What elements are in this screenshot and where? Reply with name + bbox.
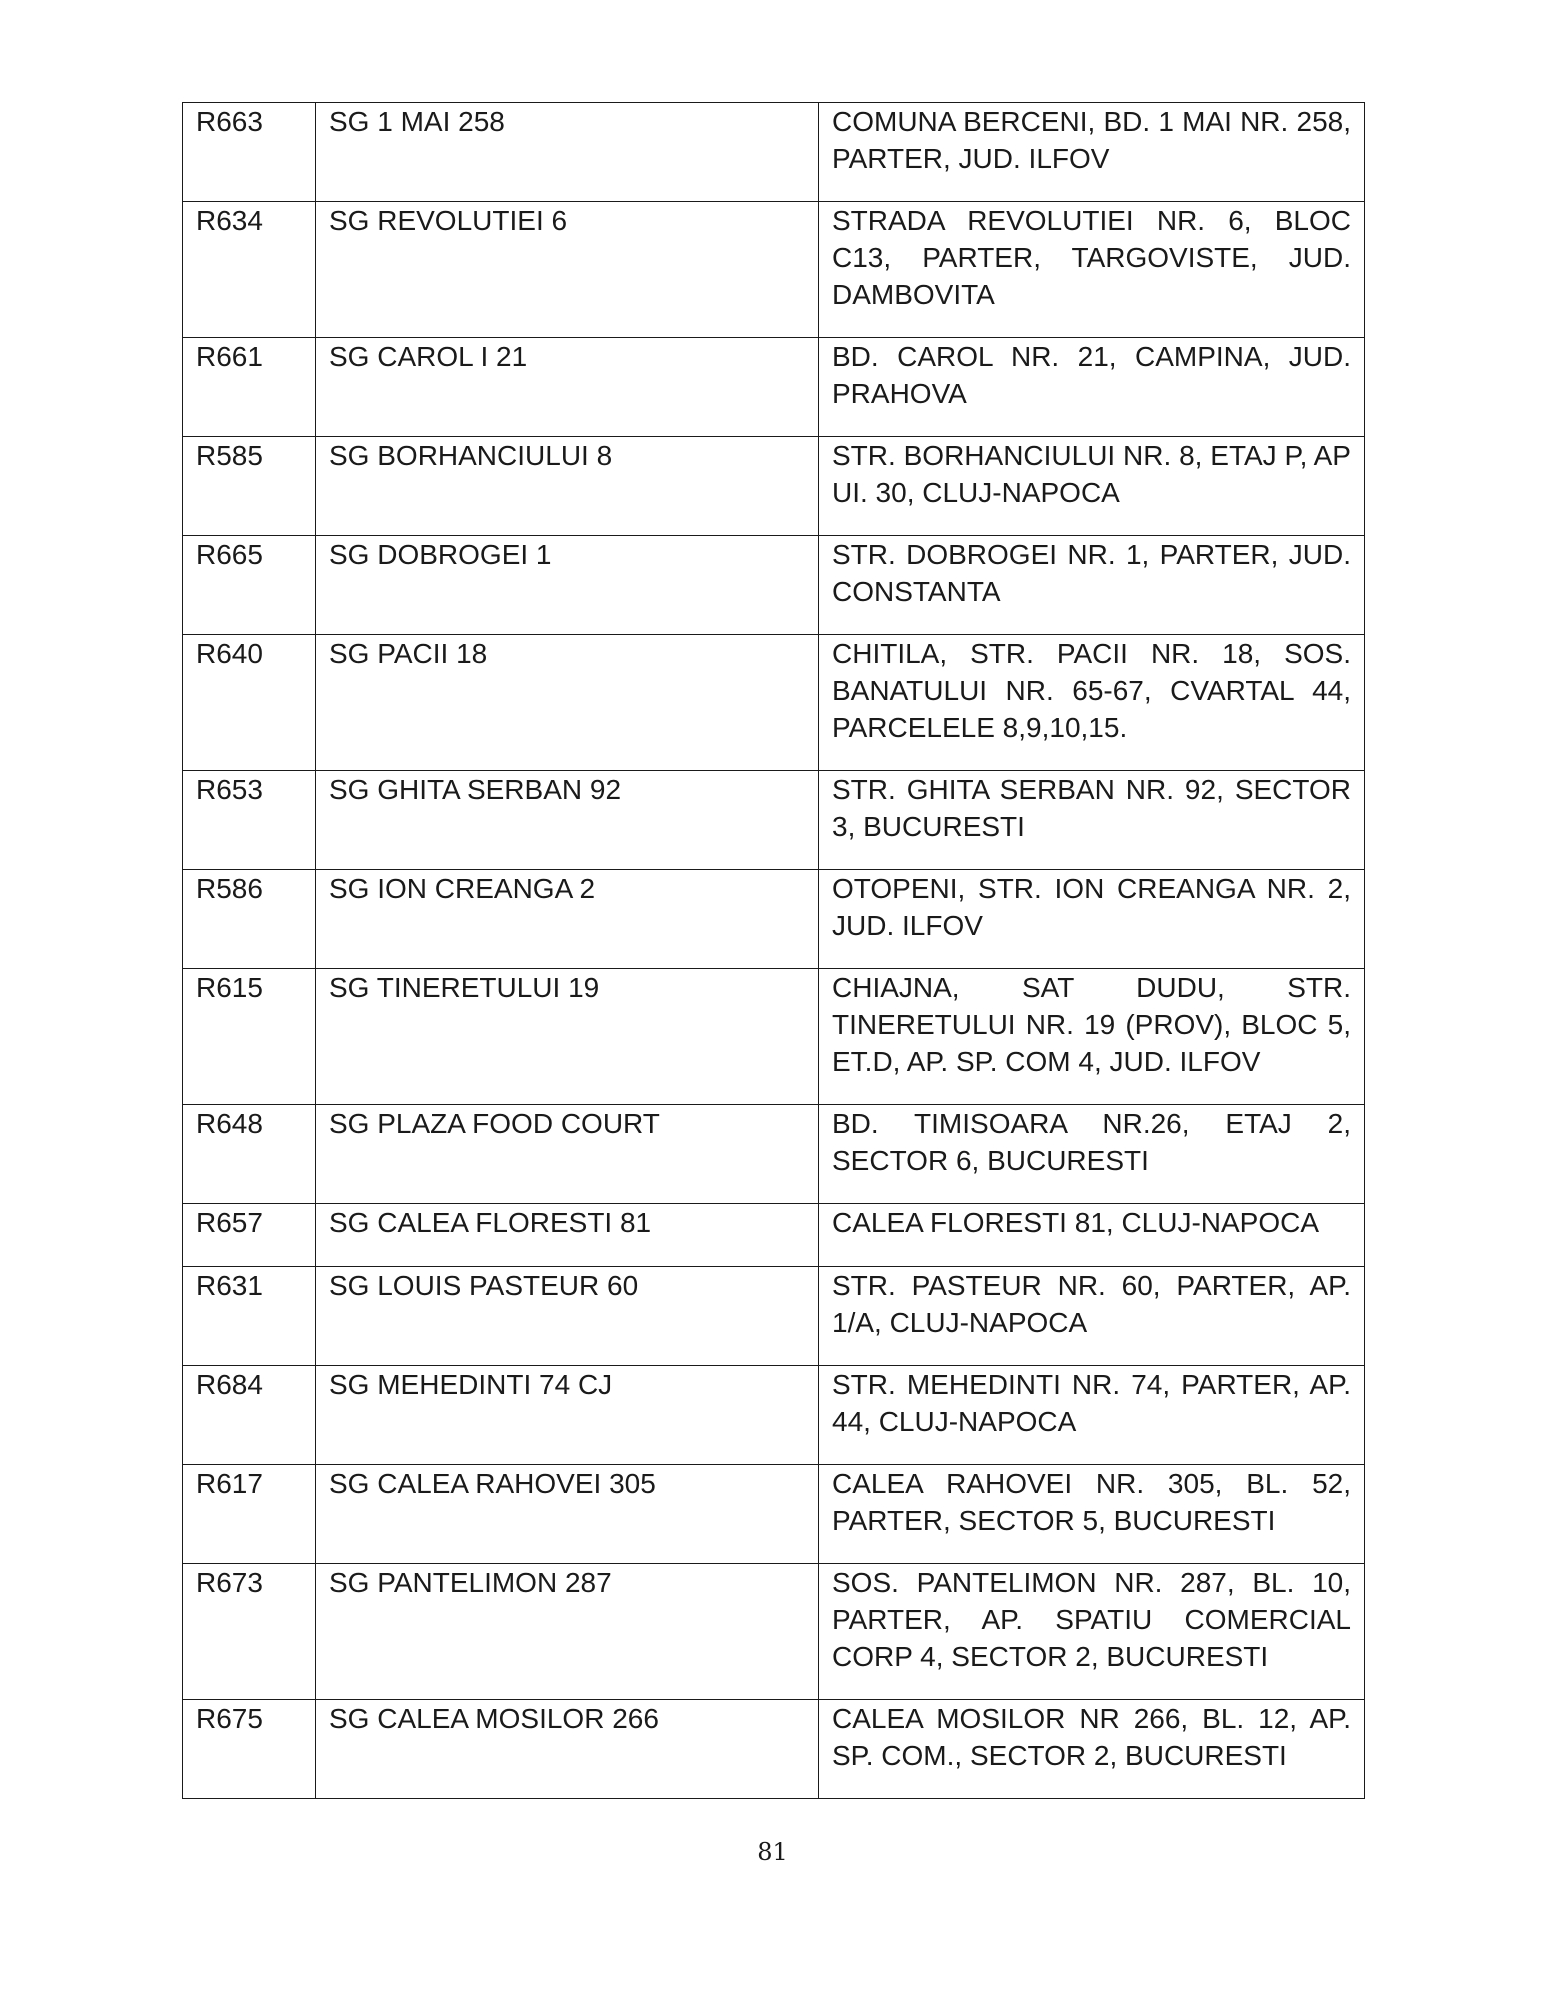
store-code-cell: R661 bbox=[183, 338, 316, 437]
store-address-cell: STR. GHITA SERBAN NR. 92, SECTOR 3, BUCURESTI bbox=[819, 771, 1365, 870]
table-row bbox=[183, 1204, 1365, 1267]
store-address-cell: CHITILA, STR. PACII NR. 18, SOS. BANATULUI NR. 65-67, CVARTAL 44, PARCELELE 8,9,10,15. bbox=[819, 635, 1365, 771]
table-row bbox=[183, 1465, 1365, 1564]
store-code-cell: R634 bbox=[183, 202, 316, 338]
store-address-cell: STR. PASTEUR NR. 60, PARTER, AP. 1/A, CLUJ-NAPOCA bbox=[819, 1267, 1365, 1366]
store-name-cell: SG CALEA MOSILOR 266 bbox=[316, 1700, 819, 1799]
store-name-cell: SG ION CREANGA 2 bbox=[316, 870, 819, 969]
store-code-cell: R617 bbox=[183, 1465, 316, 1564]
store-code-cell: R586 bbox=[183, 870, 316, 969]
store-code-cell: R648 bbox=[183, 1105, 316, 1204]
store-address-cell: CHIAJNA, SAT DUDU, STR. TINERETULUI NR. 19 (PROV), BLOC 5, ET.D, AP. SP. COM 4, JUD. ILFOV bbox=[819, 969, 1365, 1105]
page-number: 81 bbox=[757, 1838, 788, 1866]
table-row bbox=[183, 1105, 1365, 1204]
store-address-cell: OTOPENI, STR. ION CREANGA NR. 2, JUD. ILFOV bbox=[819, 870, 1365, 969]
store-code-cell: R631 bbox=[183, 1267, 316, 1366]
store-address-cell: COMUNA BERCENI, BD. 1 MAI NR. 258, PARTER, JUD. ILFOV bbox=[819, 103, 1365, 202]
store-code-cell: R665 bbox=[183, 536, 316, 635]
store-table bbox=[182, 102, 1365, 1799]
table-row bbox=[183, 1700, 1365, 1799]
store-name-cell: SG CALEA RAHOVEI 305 bbox=[316, 1465, 819, 1564]
store-name-cell: SG GHITA SERBAN 92 bbox=[316, 771, 819, 870]
store-address-cell: STRADA REVOLUTIEI NR. 6, BLOC C13, PARTER, TARGOVISTE, JUD. DAMBOVITA bbox=[819, 202, 1365, 338]
store-code-cell: R657 bbox=[183, 1204, 316, 1267]
store-address-cell: CALEA MOSILOR NR 266, BL. 12, AP. SP. COM., SECTOR 2, BUCURESTI bbox=[819, 1700, 1365, 1799]
table-row bbox=[183, 103, 1365, 202]
store-name-cell: SG MEHEDINTI 74 CJ bbox=[316, 1366, 819, 1465]
store-address-cell: SOS. PANTELIMON NR. 287, BL. 10, PARTER, AP. SPATIU COMERCIAL CORP 4, SECTOR 2, BUCURESTI bbox=[819, 1564, 1365, 1700]
store-address-cell: STR. MEHEDINTI NR. 74, PARTER, AP. 44, CLUJ-NAPOCA bbox=[819, 1366, 1365, 1465]
store-address-cell: STR. BORHANCIULUI NR. 8, ETAJ P, AP UI. 30, CLUJ-NAPOCA bbox=[819, 437, 1365, 536]
table-row bbox=[183, 635, 1365, 771]
table-row bbox=[183, 536, 1365, 635]
table-row bbox=[183, 870, 1365, 969]
store-name-cell: SG REVOLUTIEI 6 bbox=[316, 202, 819, 338]
store-code-cell: R663 bbox=[183, 103, 316, 202]
table-row bbox=[183, 1564, 1365, 1700]
store-code-cell: R653 bbox=[183, 771, 316, 870]
store-code-cell: R673 bbox=[183, 1564, 316, 1700]
store-code-cell: R640 bbox=[183, 635, 316, 771]
table-row bbox=[183, 1267, 1365, 1366]
store-address-cell: CALEA FLORESTI 81, CLUJ-NAPOCA bbox=[819, 1204, 1365, 1267]
table-row bbox=[183, 437, 1365, 536]
store-name-cell: SG DOBROGEI 1 bbox=[316, 536, 819, 635]
store-name-cell: SG LOUIS PASTEUR 60 bbox=[316, 1267, 819, 1366]
store-code-cell: R675 bbox=[183, 1700, 316, 1799]
store-name-cell: SG CALEA FLORESTI 81 bbox=[316, 1204, 819, 1267]
store-code-cell: R615 bbox=[183, 969, 316, 1105]
store-name-cell: SG CAROL I 21 bbox=[316, 338, 819, 437]
store-name-cell: SG PANTELIMON 287 bbox=[316, 1564, 819, 1700]
table-row bbox=[183, 969, 1365, 1105]
store-code-cell: R585 bbox=[183, 437, 316, 536]
table-row bbox=[183, 338, 1365, 437]
table-row bbox=[183, 771, 1365, 870]
store-name-cell: SG PLAZA FOOD COURT bbox=[316, 1105, 819, 1204]
store-name-cell: SG 1 MAI 258 bbox=[316, 103, 819, 202]
table-row bbox=[183, 1366, 1365, 1465]
store-address-cell: STR. DOBROGEI NR. 1, PARTER, JUD. CONSTANTA bbox=[819, 536, 1365, 635]
table-row bbox=[183, 202, 1365, 338]
store-name-cell: SG BORHANCIULUI 8 bbox=[316, 437, 819, 536]
store-name-cell: SG PACII 18 bbox=[316, 635, 819, 771]
store-name-cell: SG TINERETULUI 19 bbox=[316, 969, 819, 1105]
store-address-cell: CALEA RAHOVEI NR. 305, BL. 52, PARTER, SECTOR 5, BUCURESTI bbox=[819, 1465, 1365, 1564]
store-address-cell: BD. CAROL NR. 21, CAMPINA, JUD. PRAHOVA bbox=[819, 338, 1365, 437]
store-code-cell: R684 bbox=[183, 1366, 316, 1465]
store-address-cell: BD. TIMISOARA NR.26, ETAJ 2, SECTOR 6, BUCURESTI bbox=[819, 1105, 1365, 1204]
